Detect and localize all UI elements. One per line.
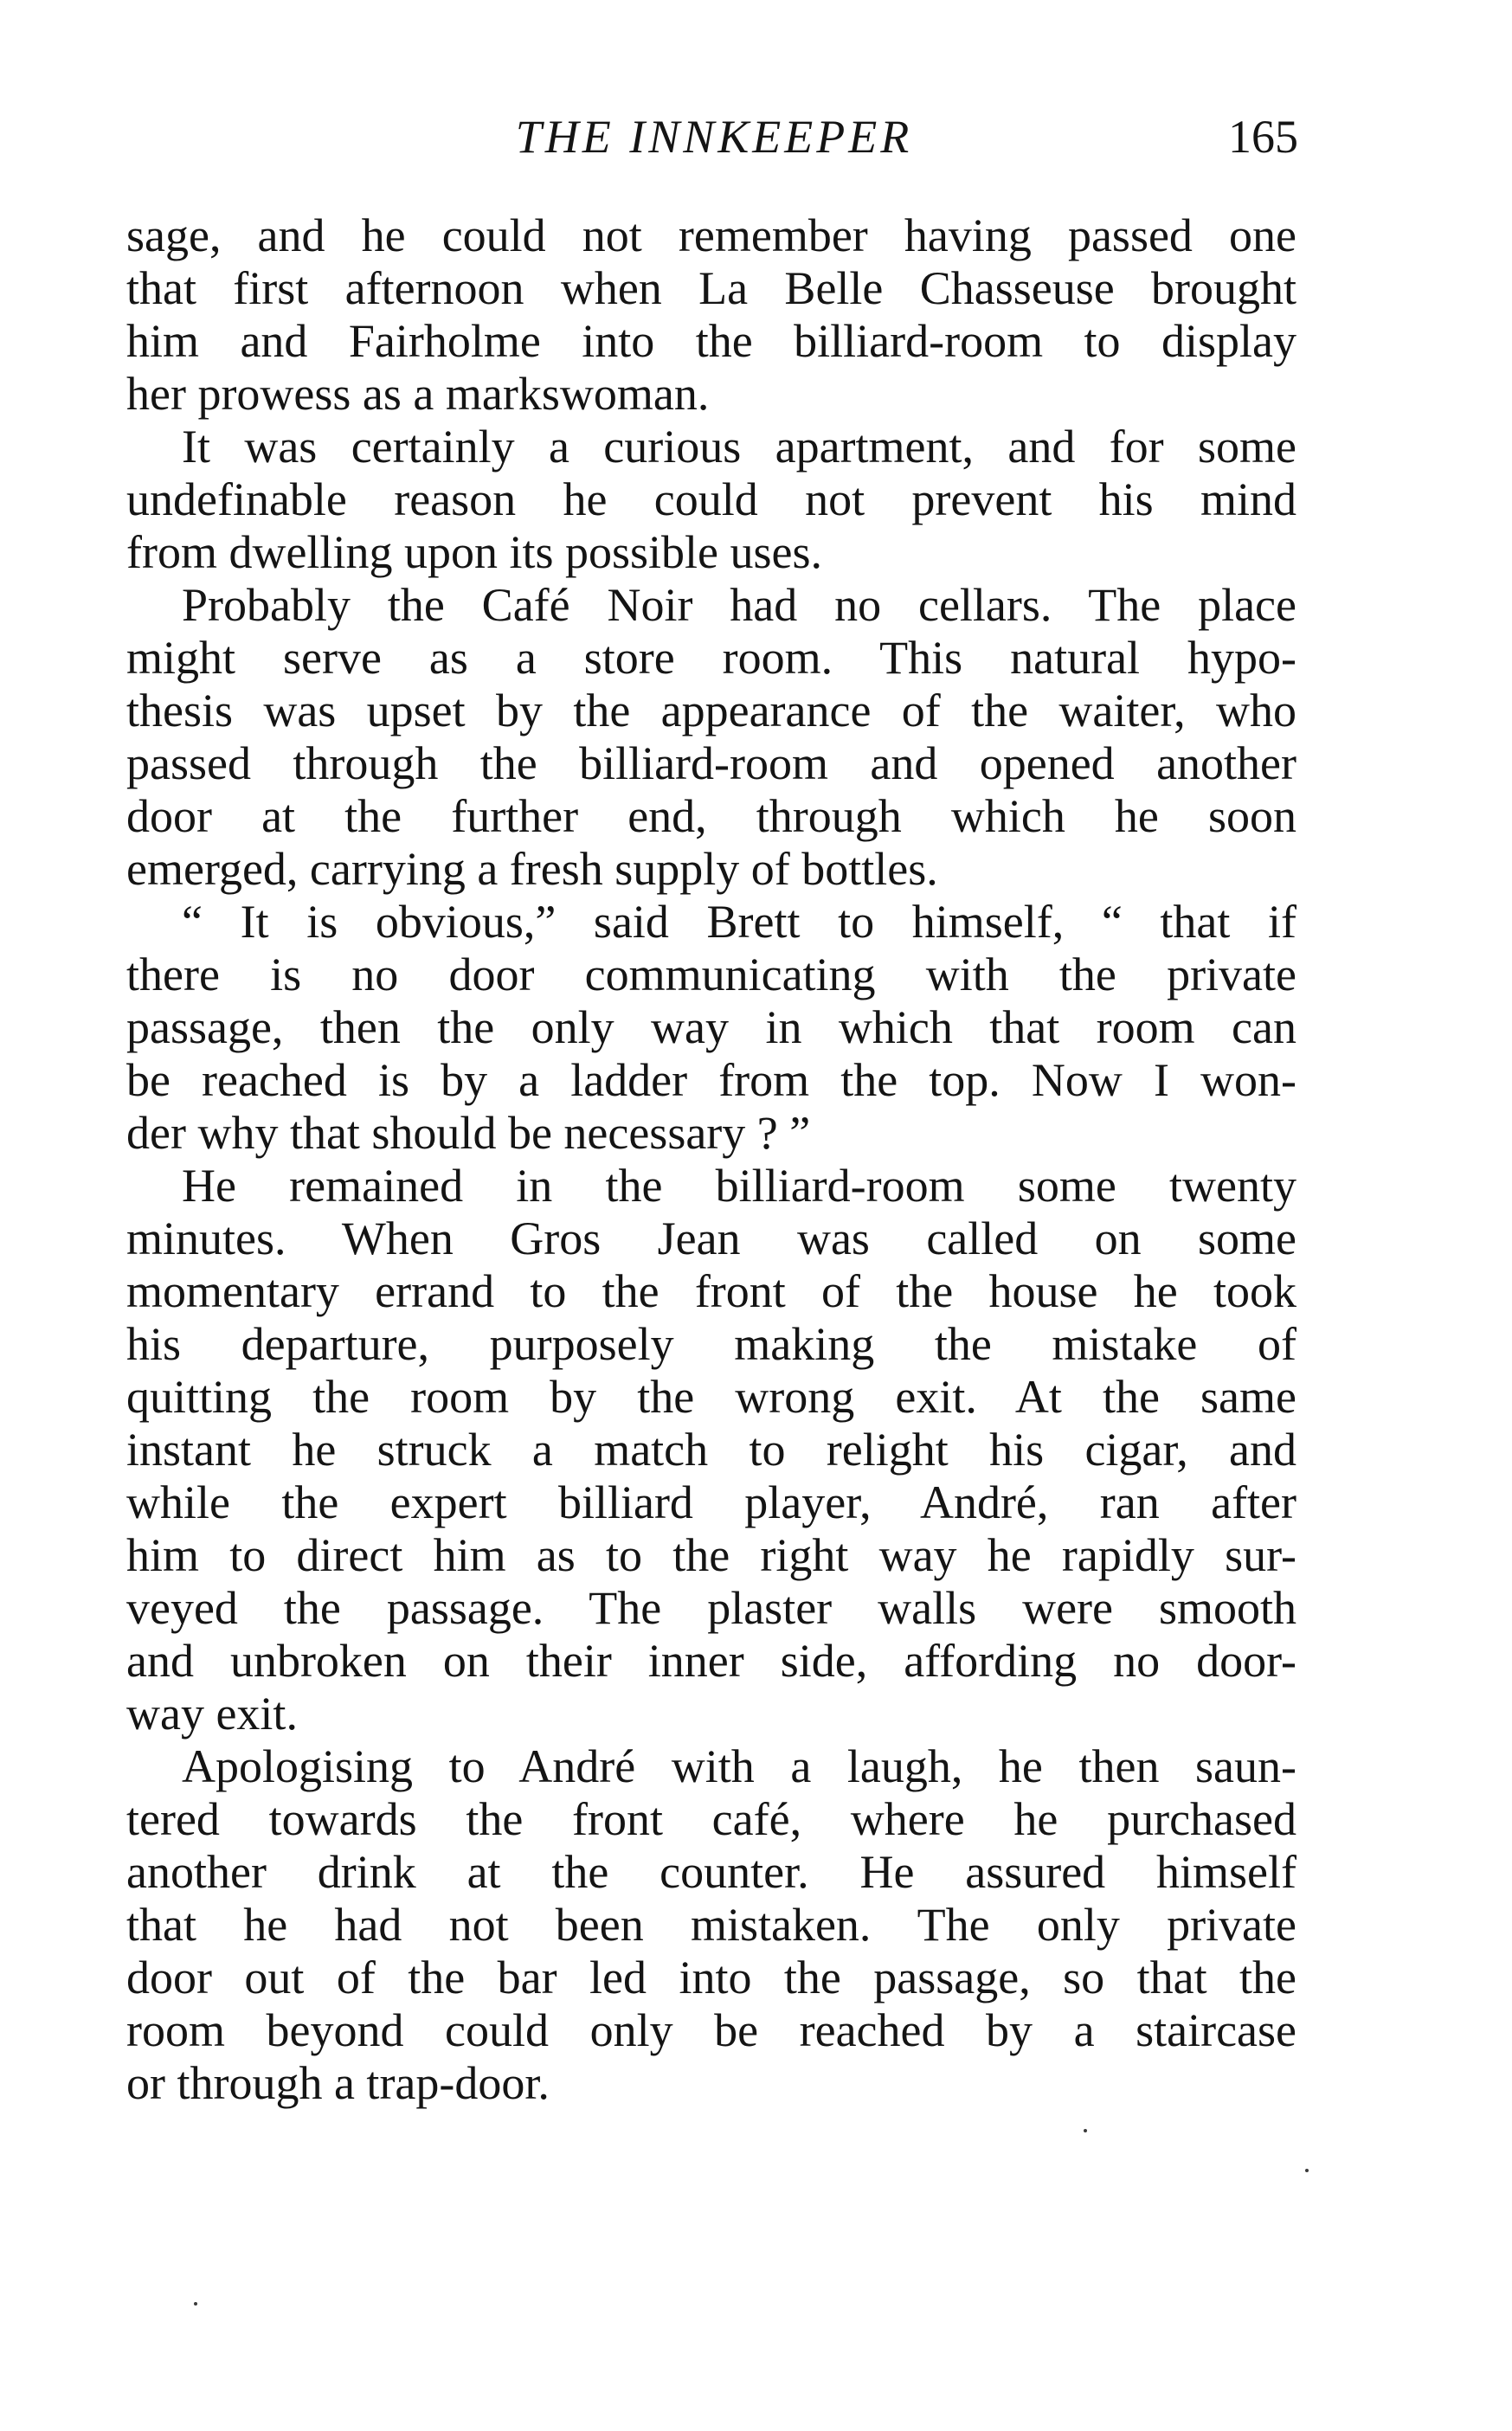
text-line: be reached is by a ladder from the top. Now I won- xyxy=(126,1054,1296,1106)
text-line: way exit. xyxy=(126,1688,298,1740)
text-line: instant he struck a match to relight his cigar, and xyxy=(126,1424,1296,1476)
running-title: THE INNKEEPER xyxy=(515,111,913,163)
text-line: or through a trap-door. xyxy=(126,2057,550,2109)
paper-speck xyxy=(1084,2129,1087,2132)
text-line: Apologising to André with a laugh, he then saun- xyxy=(182,1740,1296,1792)
text-line: thesis was upset by the appearance of the waiter, who xyxy=(126,685,1296,736)
text-line: that he had not been mistaken. The only private xyxy=(126,1899,1296,1951)
text-line: that first afternoon when La Belle Chasseuse brought xyxy=(126,262,1296,314)
text-line: passage, then the only way in which that room can xyxy=(126,1001,1296,1053)
text-line: tered towards the front café, where he purchased xyxy=(126,1793,1296,1845)
paper-speck xyxy=(1305,2169,1309,2172)
running-head xyxy=(130,102,1298,171)
text-line: passed through the billiard-room and opened another xyxy=(126,737,1296,789)
text-line: He remained in the billiard-room some twenty xyxy=(182,1160,1296,1212)
page-number: 165 xyxy=(1228,111,1298,163)
text-line: him to direct him as to the right way he rapidly sur- xyxy=(126,1529,1296,1581)
text-line: veyed the passage. The plaster walls were smooth xyxy=(126,1582,1296,1634)
text-line: room beyond could only be reached by a staircase xyxy=(126,2004,1296,2056)
paper-speck xyxy=(194,2302,197,2306)
body-text xyxy=(126,209,1296,2110)
text-line: Probably the Café Noir had no cellars. The place xyxy=(182,579,1296,631)
text-line: and unbroken on their inner side, affording no door- xyxy=(126,1635,1296,1687)
text-line: minutes. When Gros Jean was called on some xyxy=(126,1212,1296,1264)
text-line: It was certainly a curious apartment, and for some xyxy=(182,421,1296,473)
text-line: there is no door communicating with the private xyxy=(126,949,1296,1000)
text-line: undefinable reason he could not prevent his mind xyxy=(126,473,1296,525)
text-line: emerged, carrying a fresh supply of bottles. xyxy=(126,843,938,895)
text-line: from dwelling upon its possible uses. xyxy=(126,526,822,578)
text-line: momentary errand to the front of the house he took xyxy=(126,1265,1296,1317)
text-line: another drink at the counter. He assured himself xyxy=(126,1846,1296,1898)
text-line: him and Fairholme into the billiard-room to display xyxy=(126,315,1296,367)
text-line: quitting the room by the wrong exit. At the same xyxy=(126,1371,1296,1423)
text-line: “ It is obvious,” said Brett to himself, “ that if xyxy=(182,896,1296,948)
text-line: while the expert billiard player, André, ran after xyxy=(126,1476,1296,1528)
text-line: door out of the bar led into the passage, so that the xyxy=(126,1952,1296,2003)
text-line: sage, and he could not remember having passed one xyxy=(126,209,1296,261)
text-line: der why that should be necessary ? ” xyxy=(126,1107,811,1159)
text-line: her prowess as a markswoman. xyxy=(126,368,710,420)
text-line: door at the further end, through which he soon xyxy=(126,790,1296,842)
text-line: might serve as a store room. This natural hypo- xyxy=(126,632,1296,684)
text-line: his departure, purposely making the mistake of xyxy=(126,1318,1296,1370)
